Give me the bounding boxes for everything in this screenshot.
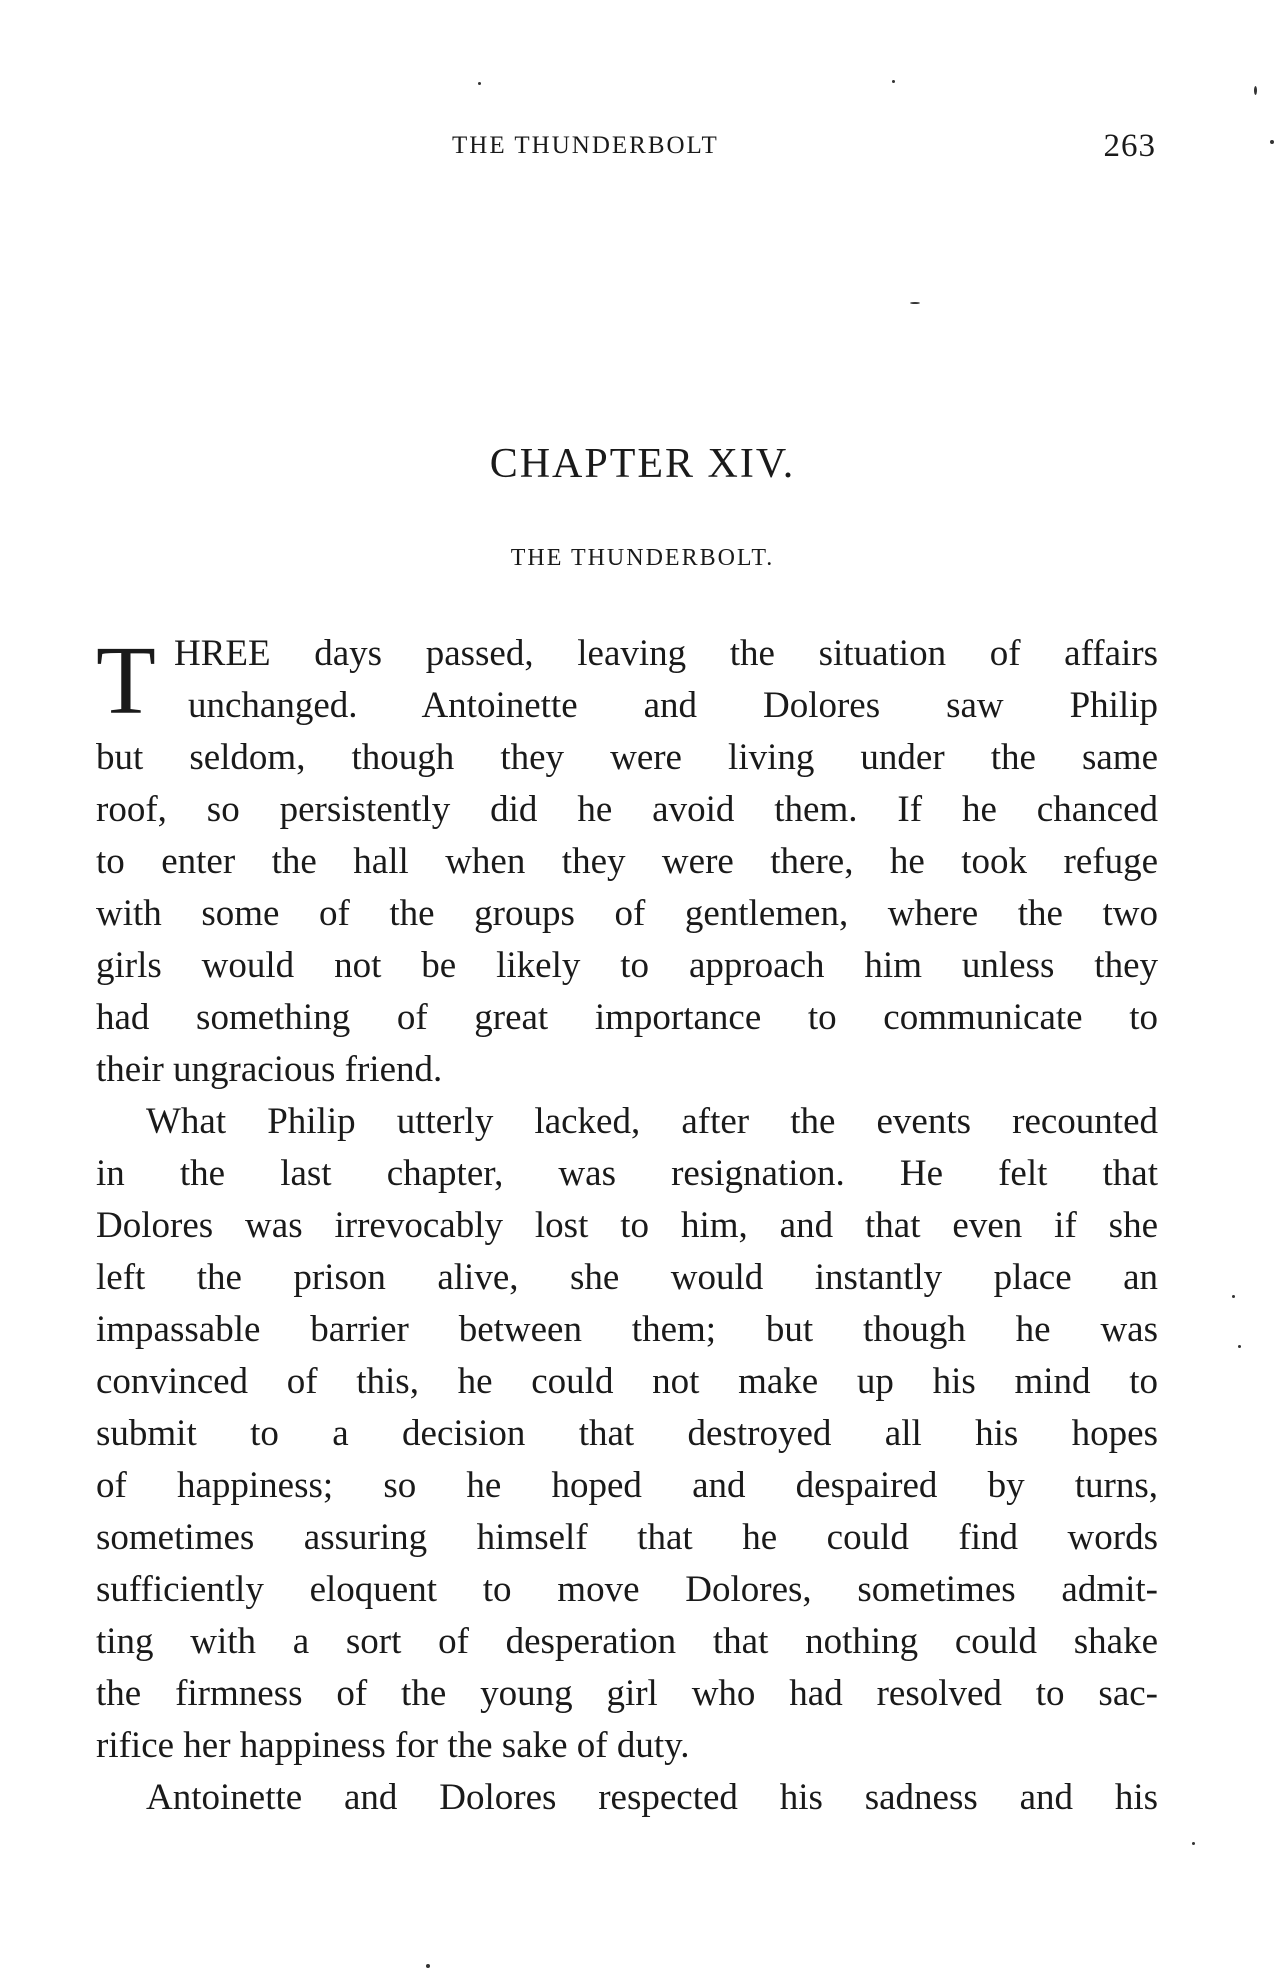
text-line: of happiness; so he hoped and despaired by turns, — [96, 1465, 1158, 1506]
text-line: impassable barrier between them; but though he was — [96, 1309, 1158, 1350]
text-line: HREE days passed, leaving the situation of affairs — [174, 633, 1158, 674]
chapter-number: CHAPTER XIV. — [489, 441, 796, 487]
scan-speck — [426, 1964, 430, 1968]
text-line: left the prison alive, she would instantly place an — [96, 1257, 1158, 1298]
running-title: THE THUNDERBOLT — [452, 132, 719, 159]
scan-speck — [1232, 1295, 1235, 1298]
text-line: had something of great importance to communicate to — [96, 997, 1158, 1038]
running-head — [96, 128, 1156, 168]
text-line: Antoinette and Dolores respected his sadness and his — [146, 1777, 1158, 1818]
scan-speck — [1270, 140, 1274, 144]
text-line: girls would not be likely to approach him unless they — [96, 945, 1158, 986]
scan-speck — [1238, 1345, 1241, 1348]
scan-speck — [1254, 86, 1257, 95]
text-line: What Philip utterly lacked, after the events recounted — [146, 1101, 1158, 1142]
scan-speck — [1192, 1842, 1195, 1845]
text-line: roof, so persistently did he avoid them. If he chanced — [96, 789, 1158, 830]
text-line: their ungracious friend. — [96, 1049, 443, 1090]
text-line: ting with a sort of desperation that nothing could shake — [96, 1621, 1158, 1662]
drop-cap: T — [96, 627, 156, 735]
text-line: unchanged. Antoinette and Dolores saw Philip — [188, 685, 1158, 726]
text-line: rifice her happiness for the sake of duty. — [96, 1725, 690, 1766]
text-line: in the last chapter, was resignation. He felt that — [96, 1153, 1158, 1194]
scan-speck — [478, 82, 481, 85]
body-text — [96, 628, 1158, 1824]
text-line: to enter the hall when they were there, he took refuge — [96, 841, 1158, 882]
text-line: convinced of this, he could not make up his mind to — [96, 1361, 1158, 1402]
scan-speck — [892, 80, 895, 83]
text-line: sufficiently eloquent to move Dolores, sometimes admit- — [96, 1569, 1158, 1610]
scan-speck — [910, 302, 920, 304]
text-line: but seldom, though they were living under the same — [96, 737, 1158, 778]
page-number: 263 — [1103, 128, 1156, 164]
text-line: Dolores was irrevocably lost to him, and that even if she — [96, 1205, 1158, 1246]
chapter-title: THE THUNDERBOLT. — [510, 545, 775, 571]
text-line: sometimes assuring himself that he could find words — [96, 1517, 1158, 1558]
text-line: with some of the groups of gentlemen, where the two — [96, 893, 1158, 934]
text-line: the firmness of the young girl who had resolved to sac- — [96, 1673, 1158, 1714]
text-line: submit to a decision that destroyed all his hopes — [96, 1413, 1158, 1454]
